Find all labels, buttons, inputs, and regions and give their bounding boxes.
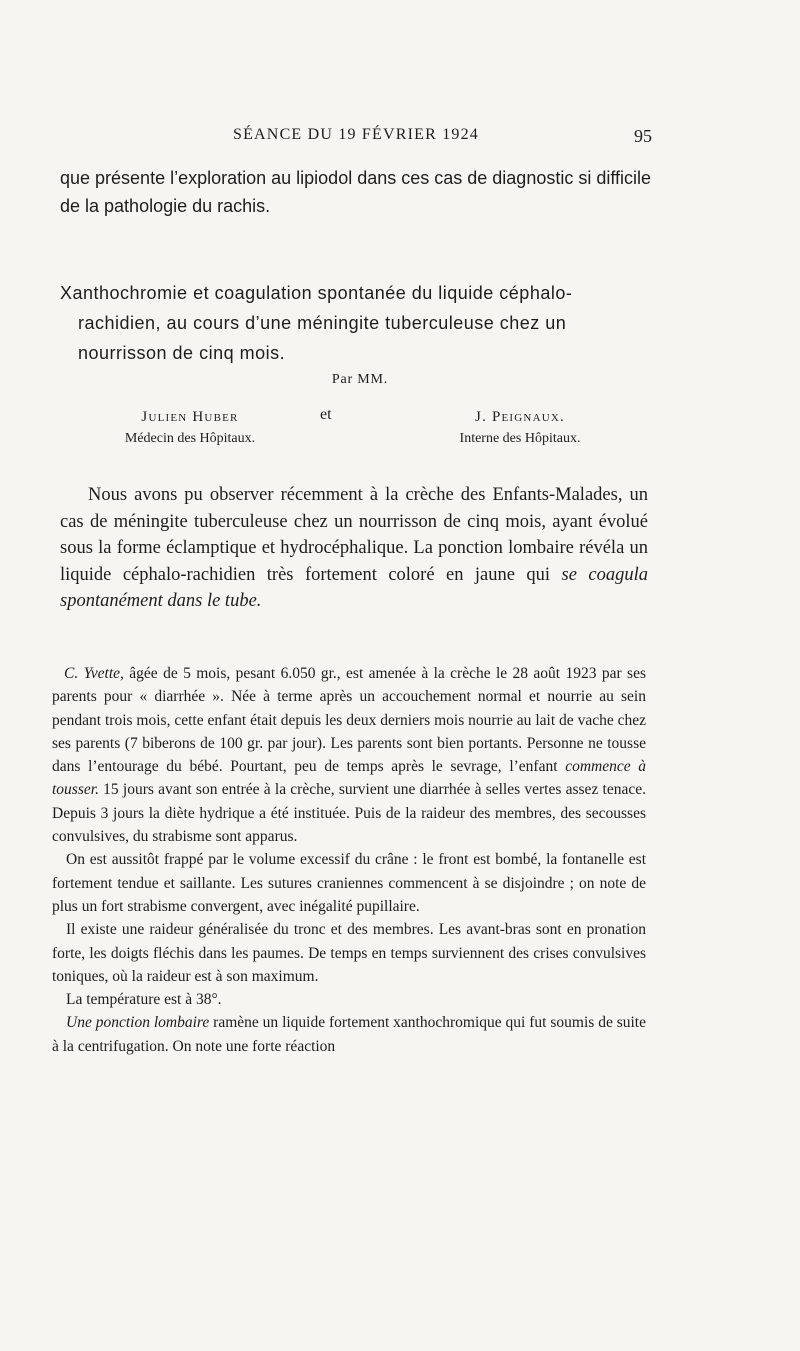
observation-p1-italic: commence à tousser.: [52, 758, 646, 799]
observation-p1-text-1: âgée de 5 mois, pesant 6.050 gr., est amenée à la crèche le 28 août 1923 par ses parents pour « diarrhée ». Née à terme après un accouchement normal et nourrie au sein pendant trois mois, cette enfant était depuis les deux derniers mois nourrie au lait de vache chez ses parents (7 biberons de 100 gr. par jour). Les parents sont bien portants. Personne ne tousse dans l’entourage du bébé. Pourtant, peu de temps après le sevrage, l’enfant: [52, 665, 646, 776]
article-title: [60, 278, 660, 368]
observation-paragraph-3: Il existe une raideur généralisée du tronc et des membres. Les avant-bras sont en pronation forte, les doigts fléchis dans les paumes. De temps en temps surviennent des crises convulsives toniques, où la raideur est à son maximum.: [52, 921, 646, 985]
article-title-line-3: nourrisson de cinq mois.: [78, 343, 286, 363]
page-number: 95: [634, 126, 652, 146]
author-1-role: Médecin des Hôpitaux.: [124, 431, 256, 446]
observation-p5-text: ramène un liquide fortement xanthochromique qui fut soumis de suite à la centrifugation. On note une forte réaction: [52, 1014, 646, 1055]
intro-paragraph: [60, 482, 648, 615]
author-1: [100, 406, 280, 450]
lead-paragraph: que présente l’exploration au lipiodol dans ces cas de diagnostic si difficile de la pathologie du rachis.: [60, 168, 652, 216]
byline: Par MM.: [331, 372, 389, 387]
author-1-name: Julien Huber: [141, 409, 239, 425]
running-head: [60, 126, 652, 150]
intro-text: Nous avons pu observer récemment à la crèche des Enfants-Malades, un cas de méningite tuberculeuse chez un nourrisson de cinq mois, ayant évolué sous la forme éclamptique et hydrocéphalique. La ponction lombaire révéla un liquide céphalo-rachidien très fortement coloré en jaune qui: [60, 485, 648, 585]
observation-paragraph-2: On est aussitôt frappé par le volume excessif du crâne : le front est bombé, la fontanelle est fortement tendue et saillante. Les sutures craniennes commencent à se disjoindre ; on note de plus un fort strabisme convergent, avec inégalité pupillaire.: [52, 851, 646, 915]
intro-italic: se coagula spontanément dans le tube.: [60, 564, 648, 611]
author-2: [420, 406, 620, 450]
author-2-name: J. Peignaux.: [475, 409, 565, 425]
observation-p1-text-2: 15 jours avant son entrée à la crèche, survient une diarrhée à selles vertes assez tenace. Depuis 3 jours la diète hydrique a été instituée. Puis de la raideur des membres, des secousses convulsives, du strabisme sont apparus.: [52, 781, 646, 846]
article-title-line-2: rachidien, au cours d’une méningite tuberculeuse chez un: [78, 313, 567, 333]
observation-paragraph-4: La température est à 38°.: [66, 991, 222, 1009]
author-conjunction: et: [320, 406, 332, 423]
article-title-line-1: Xanthochromie et coagulation spontanée du liquide céphalo-: [60, 283, 573, 303]
observation-p5-italic: Une ponction lombaire: [66, 1014, 210, 1032]
observation-paragraph-5: [52, 1011, 646, 1058]
observation-paragraph-1: [52, 662, 646, 848]
case-observation: [52, 662, 646, 1058]
running-head-title: SÉANCE DU 19 FÉVRIER 1924: [232, 126, 479, 143]
author-2-role: Interne des Hôpitaux.: [459, 431, 581, 446]
patient-name: C. Yvette,: [64, 665, 124, 682]
